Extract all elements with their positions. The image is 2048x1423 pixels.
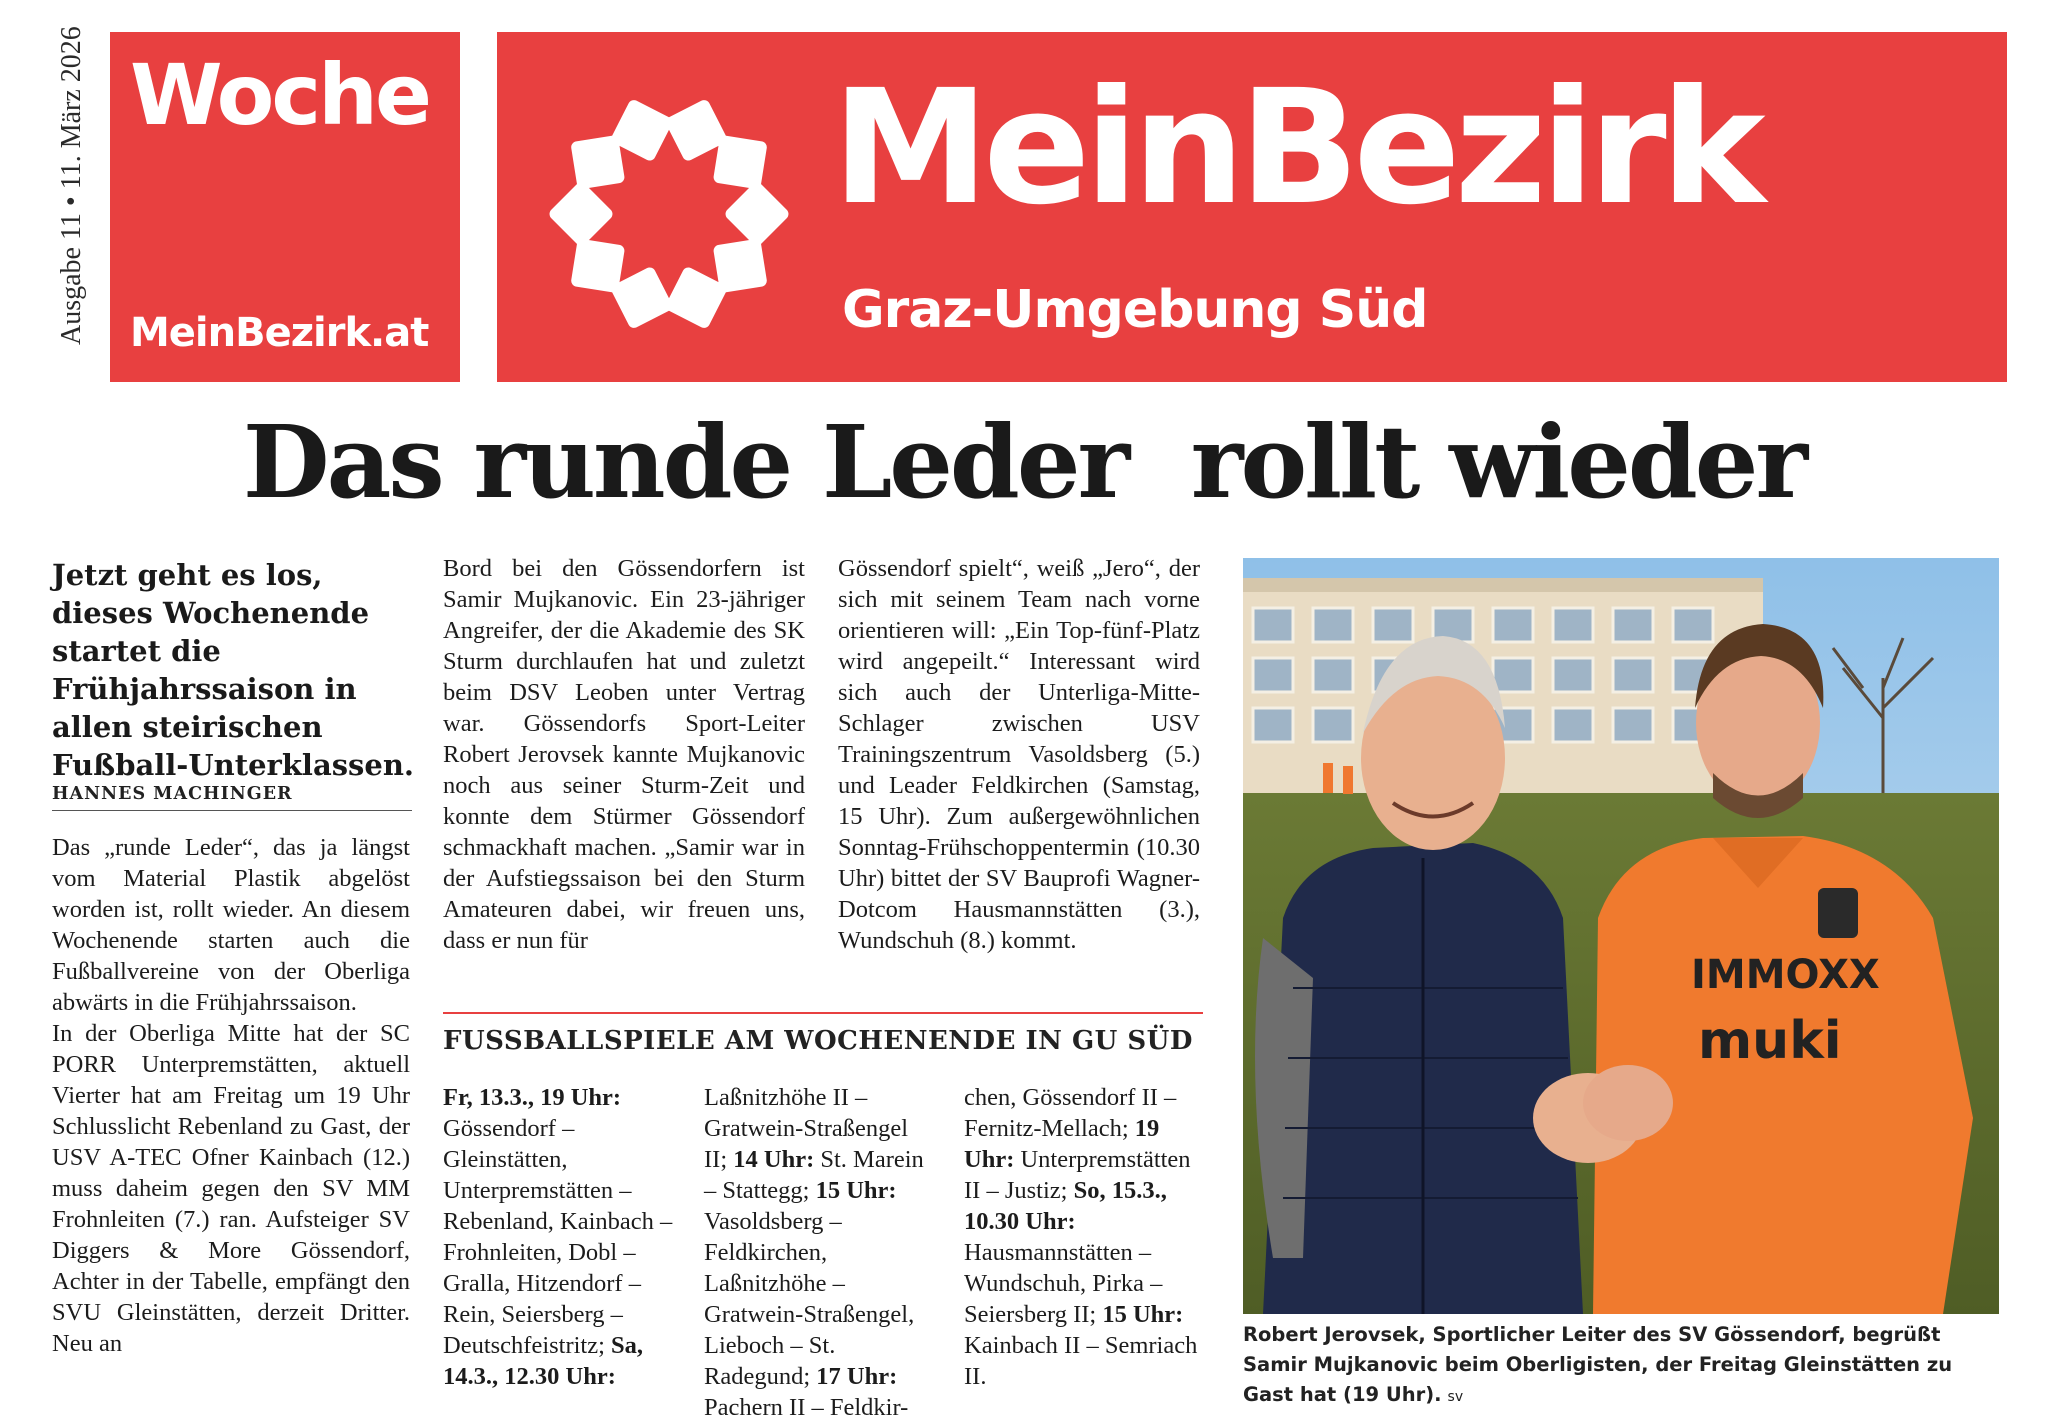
article-photo	[1243, 558, 1999, 1314]
photo-caption	[1243, 1320, 2003, 1412]
fixture-time: Sa, 14.3., 12.30 Uhr:	[443, 1332, 644, 1390]
sun-ray-square	[723, 180, 789, 248]
fixture-list: Unterpremstätten II – Justiz;	[964, 1146, 1191, 1204]
woche-logo-box	[110, 32, 460, 382]
fixture-time: 19 Uhr:	[964, 1115, 1160, 1173]
sun-ray-square	[549, 180, 615, 248]
fixture-list: Gössendorf – Gleinstätten, Unterpremstätten – Rebenland, Kainbach – Frohnleiten, Dobl – Gralla, Hitzendorf – Rein, Seiersberg – Deutschfeistritz;	[443, 1115, 673, 1359]
fixture-list: Hausmannstätten – Wundschuh, Pirka – Seiersberg II;	[964, 1239, 1163, 1328]
fixture-list: chen, Gössendorf II – Fernitz-Mellach;	[964, 1084, 1177, 1142]
fixture-list: Kainbach II – Semriach II.	[964, 1332, 1198, 1390]
jersey-sponsor-1: IMMOXX	[1691, 952, 1880, 998]
photo-credit: sv	[1447, 1389, 1464, 1405]
fixture-time: 14 Uhr:	[733, 1146, 815, 1173]
caption-text: Robert Jerovsek, Sportlicher Leiter des SV Gössendorf, begrüßt Samir Mujkanovic beim Oberligisten, der Freitag Gleinstätten zu Gast hat (19 Uhr).	[1243, 1323, 1953, 1406]
fixture-list: Pachern II – Feldkir-	[704, 1394, 909, 1421]
fixtures-column-3	[964, 1082, 1199, 1392]
brand-name: MeinBezirk	[832, 56, 1760, 240]
jersey-sponsor-2: muki	[1698, 1011, 1842, 1071]
fixture-time: 17 Uhr:	[816, 1363, 898, 1390]
fixtures-divider	[443, 1012, 1203, 1014]
fixture-time: 15 Uhr:	[815, 1177, 897, 1204]
woche-title: Woche	[130, 46, 429, 144]
handshake-photo	[1243, 558, 1999, 1314]
fixtures-column-2	[704, 1082, 934, 1423]
article-column-2: Bord bei den Gössendorfern ist Samir Mujkanovic. Ein 23-jähriger Angreifer, der die Akademie des SK Sturm durchlaufen hat und zuletzt beim DSV Leoben unter Vertrag war. Gössendorfs Sport-Leiter Robert Jerovsek kannte Mujkanovic noch aus seiner Sturm-Zeit und konnte dem Stürmer Gössendorf schmackhaft machen. „Samir war in der Aufstiegssaison bei den Sturm Amateuren dabei, wir freuen uns, dass er nun für	[443, 555, 805, 954]
woche-url: MeinBezirk.at	[130, 310, 429, 356]
fixtures-heading: FUSSBALLSPIELE AM WOCHENENDE IN GU SÜD	[443, 1026, 1193, 1056]
article-author: HANNES MACHINGER	[52, 784, 412, 811]
article-column-1: Das „runde Leder“, das ja längst vom Material Plastik abgelöst worden ist, rollt wieder. An diesem Wochenende starten auch die Fußballvereine von der Oberliga abwärts in die Frühjahrssaison. In der Oberliga Mitte hat der SC PORR Unterpremstätten, aktuell Vierter hat am Freitag um 19 Uhr Schlusslicht Rebenland zu Gast, der USV A-TEC Ofner Kainbach (12.) muss daheim gegen den SV MM Frohnleiten (7.) ran. Aufsteiger SV Diggers & More Gössendorf, Achter in der Tabelle, empfängt den SVU Gleinstätten, derzeit Dritter. Neu an	[52, 834, 410, 1357]
fixture-time: So, 15.3., 10.30 Uhr:	[964, 1177, 1167, 1235]
brand-region: Graz-Umgebung Süd	[842, 280, 1428, 340]
fixture-list: Vasoldsberg – Feldkirchen, Laßnitzhöhe – Gratwein-Straßengel, Lieboch – St. Radegund;	[704, 1208, 915, 1390]
article-lead: Jetzt geht es los, dieses Wochenende startet die Frühjahrssaison in allen steirischen Fußball-Unterklassen.	[52, 558, 415, 782]
fixture-time: 15 Uhr:	[1102, 1301, 1184, 1328]
sun-logo-icon	[549, 94, 789, 334]
edition-date: Ausgabe 11 • 11. März 2026	[56, 26, 87, 345]
article-headline: Das runde Leder rollt wieder	[242, 403, 1806, 521]
sun-ray-square	[570, 238, 625, 293]
sun-ray-square	[713, 135, 768, 190]
article-column-3: Gössendorf spielt“, weiß „Jero“, der sich mit seinem Team nach vorne orientieren will: „Ein Top-fünf-Platz wird angepeilt.“ Interessant wird sich auch der Unterliga-Mitte-Schlager zwischen USV Trainingszentrum Vasoldsberg (5.) und Leader Feldkirchen (Samstag, 15 Uhr). Zum außergewöhnlichen Sonntag-Frühschoppentermin (10.30 Uhr) bittet der SV Bauprofi Wagner-Dotcom Hausmannstätten (3.), Wundschuh (8.) kommt.	[838, 555, 1200, 954]
fixture-list: St. Marein – Stattegg;	[704, 1146, 924, 1204]
fixture-list: Laßnitzhöhe II – Gratwein-Straßengel II;	[704, 1084, 909, 1173]
meinbezirk-banner	[497, 32, 2007, 382]
fixtures-column-1	[443, 1082, 673, 1392]
fixture-time: Fr, 13.3., 19 Uhr:	[443, 1084, 622, 1111]
